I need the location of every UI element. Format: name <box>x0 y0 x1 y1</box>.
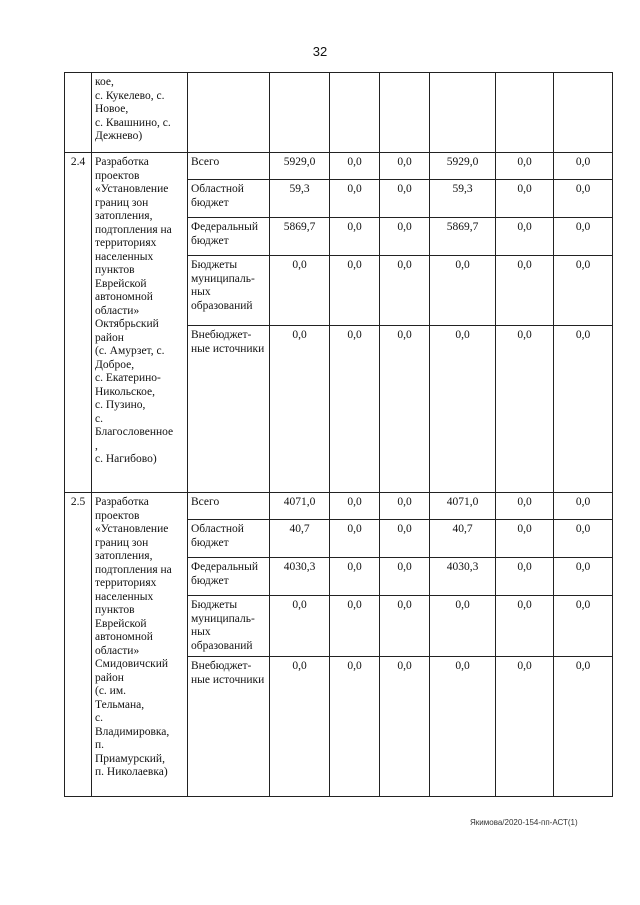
name-line: границ зон <box>95 536 149 549</box>
empty-cell <box>330 73 380 153</box>
value-cell: 0,0 <box>496 558 554 596</box>
value-cell: 5929,0 <box>430 153 496 180</box>
value-cell: 0,0 <box>554 256 613 326</box>
value-cell: 0,0 <box>496 657 554 797</box>
name-line: с. <box>95 712 103 724</box>
value-cell: 0,0 <box>496 218 554 256</box>
name-line: кое, <box>95 76 114 88</box>
value-cell: 0,0 <box>554 558 613 596</box>
value-cell: 0,0 <box>330 493 380 520</box>
value-cell: 0,0 <box>380 493 430 520</box>
value-cell: 0,0 <box>270 657 330 797</box>
name-line: Никольское, <box>95 385 156 398</box>
name-line: Еврейской <box>95 617 147 630</box>
funding-source: Всего <box>188 493 270 520</box>
empty-cell <box>380 73 430 153</box>
empty-cell <box>554 73 613 153</box>
funding-source: Федеральный бюджет <box>188 558 270 596</box>
name-line: проектов <box>95 169 140 182</box>
value-cell: 0,0 <box>380 520 430 558</box>
value-cell: 0,0 <box>330 558 380 596</box>
value-cell: 0,0 <box>430 657 496 797</box>
name-line: п. Николаевка) <box>95 766 168 778</box>
funding-source: Бюджеты муниципаль-ных образований <box>188 256 270 326</box>
name-line: подтопления на <box>95 223 172 236</box>
section-name-cell <box>92 493 188 797</box>
funding-source: Внебюджет-ные источники <box>188 326 270 493</box>
value-cell: 4071,0 <box>270 493 330 520</box>
value-cell: 0,0 <box>380 180 430 218</box>
name-line: автономной <box>95 631 153 643</box>
name-line: с. Пузино, <box>95 399 146 411</box>
page-number: 32 <box>312 44 328 59</box>
name-line: «Установление <box>95 523 169 535</box>
value-cell: 5869,7 <box>430 218 496 256</box>
name-line: Благословенное <box>95 426 174 438</box>
budget-table <box>64 72 613 797</box>
value-cell: 0,0 <box>330 153 380 180</box>
value-cell: 4030,3 <box>270 558 330 596</box>
name-line: Еврейской <box>95 277 147 290</box>
name-line: Владимировка, <box>95 725 170 738</box>
value-cell: 0,0 <box>380 657 430 797</box>
name-line: Дежнево) <box>95 130 143 142</box>
funding-source: Бюджеты муниципаль-ных образований <box>188 596 270 657</box>
continuation-row <box>65 73 613 153</box>
empty-cell <box>430 73 496 153</box>
name-line: территориях <box>95 577 157 589</box>
value-cell: 0,0 <box>554 326 613 493</box>
funding-source: Всего <box>188 153 270 180</box>
name-line: автономной <box>95 291 153 303</box>
value-cell: 0,0 <box>380 596 430 657</box>
name-line: «Установление <box>95 183 169 195</box>
name-line: с. <box>95 412 103 425</box>
empty-cell <box>270 73 330 153</box>
name-line: с. Квашнино, с. <box>95 116 171 129</box>
value-cell: 0,0 <box>496 326 554 493</box>
name-line: п. <box>95 739 105 751</box>
name-line: затопления, <box>95 210 153 222</box>
table-body <box>65 73 613 797</box>
name-line: Доброе, <box>95 358 135 371</box>
name-line: границ зон <box>95 196 149 209</box>
value-cell: 5869,7 <box>270 218 330 256</box>
name-line: Приамурский, <box>95 752 165 765</box>
section-index: 2.4 <box>65 153 92 493</box>
name-line: Разработка <box>95 496 149 508</box>
funding-source: Внебюджет-ные источники <box>188 657 270 797</box>
name-line: подтопления на <box>95 563 172 576</box>
value-cell: 0,0 <box>554 493 613 520</box>
value-cell: 0,0 <box>380 326 430 493</box>
value-cell: 0,0 <box>496 520 554 558</box>
name-line: с. Нагибово) <box>95 453 157 465</box>
value-cell: 0,0 <box>330 657 380 797</box>
value-cell: 0,0 <box>330 180 380 218</box>
name-line: населенных <box>95 590 154 603</box>
value-cell: 0,0 <box>554 218 613 256</box>
value-cell: 0,0 <box>496 493 554 520</box>
value-cell: 0,0 <box>330 218 380 256</box>
value-cell: 0,0 <box>270 256 330 326</box>
value-cell: 0,0 <box>380 153 430 180</box>
funding-source: Областной бюджет <box>188 180 270 218</box>
name-line: Тельмана, <box>95 698 145 711</box>
value-cell: 0,0 <box>270 326 330 493</box>
name-line: территориях <box>95 237 157 249</box>
table-row <box>65 153 613 180</box>
value-cell: 0,0 <box>554 657 613 797</box>
value-cell: 4071,0 <box>430 493 496 520</box>
value-cell: 0,0 <box>554 520 613 558</box>
name-line: с. Кукелево, с. <box>95 89 165 102</box>
empty-cell <box>188 73 270 153</box>
name-line: , <box>95 439 98 452</box>
name-line: Смидовичский <box>95 658 169 670</box>
value-cell: 0,0 <box>496 180 554 218</box>
value-cell: 40,7 <box>430 520 496 558</box>
name-line: проектов <box>95 509 140 522</box>
name-line: Разработка <box>95 156 149 168</box>
name-line: район <box>95 331 124 344</box>
value-cell: 0,0 <box>496 256 554 326</box>
name-line: населенных <box>95 250 154 263</box>
name-line: области» <box>95 644 140 657</box>
name-line: (с. им. <box>95 685 126 697</box>
section-name-cell <box>92 153 188 493</box>
empty-cell <box>496 73 554 153</box>
table-row <box>65 493 613 520</box>
value-cell: 0,0 <box>270 596 330 657</box>
value-cell: 0,0 <box>430 256 496 326</box>
name-line: области» <box>95 304 140 317</box>
funding-source: Федеральный бюджет <box>188 218 270 256</box>
continuation-index-cell <box>65 73 92 153</box>
footer-code: Якимова/2020-154-пп-АСТ(1) <box>470 818 578 827</box>
name-line: Новое, <box>95 103 129 115</box>
value-cell: 0,0 <box>330 256 380 326</box>
continuation-name-cell <box>92 73 188 153</box>
value-cell: 0,0 <box>430 596 496 657</box>
name-line: затопления, <box>95 550 153 562</box>
name-line: пунктов <box>95 264 135 276</box>
value-cell: 0,0 <box>380 558 430 596</box>
value-cell: 4030,3 <box>430 558 496 596</box>
section-index: 2.5 <box>65 493 92 797</box>
value-cell: 40,7 <box>270 520 330 558</box>
value-cell: 0,0 <box>554 180 613 218</box>
funding-source: Областной бюджет <box>188 520 270 558</box>
value-cell: 0,0 <box>554 596 613 657</box>
value-cell: 0,0 <box>380 218 430 256</box>
value-cell: 59,3 <box>270 180 330 218</box>
value-cell: 0,0 <box>496 153 554 180</box>
value-cell: 0,0 <box>380 256 430 326</box>
name-line: с. Екатерино- <box>95 372 161 384</box>
value-cell: 0,0 <box>330 326 380 493</box>
value-cell: 59,3 <box>430 180 496 218</box>
value-cell: 0,0 <box>496 596 554 657</box>
name-line: (с. Амурзет, с. <box>95 345 165 357</box>
name-line: пунктов <box>95 604 135 616</box>
name-line: Октябрьский <box>95 318 159 330</box>
value-cell: 5929,0 <box>270 153 330 180</box>
value-cell: 0,0 <box>430 326 496 493</box>
value-cell: 0,0 <box>330 596 380 657</box>
name-line: район <box>95 671 124 684</box>
value-cell: 0,0 <box>330 520 380 558</box>
value-cell: 0,0 <box>554 153 613 180</box>
